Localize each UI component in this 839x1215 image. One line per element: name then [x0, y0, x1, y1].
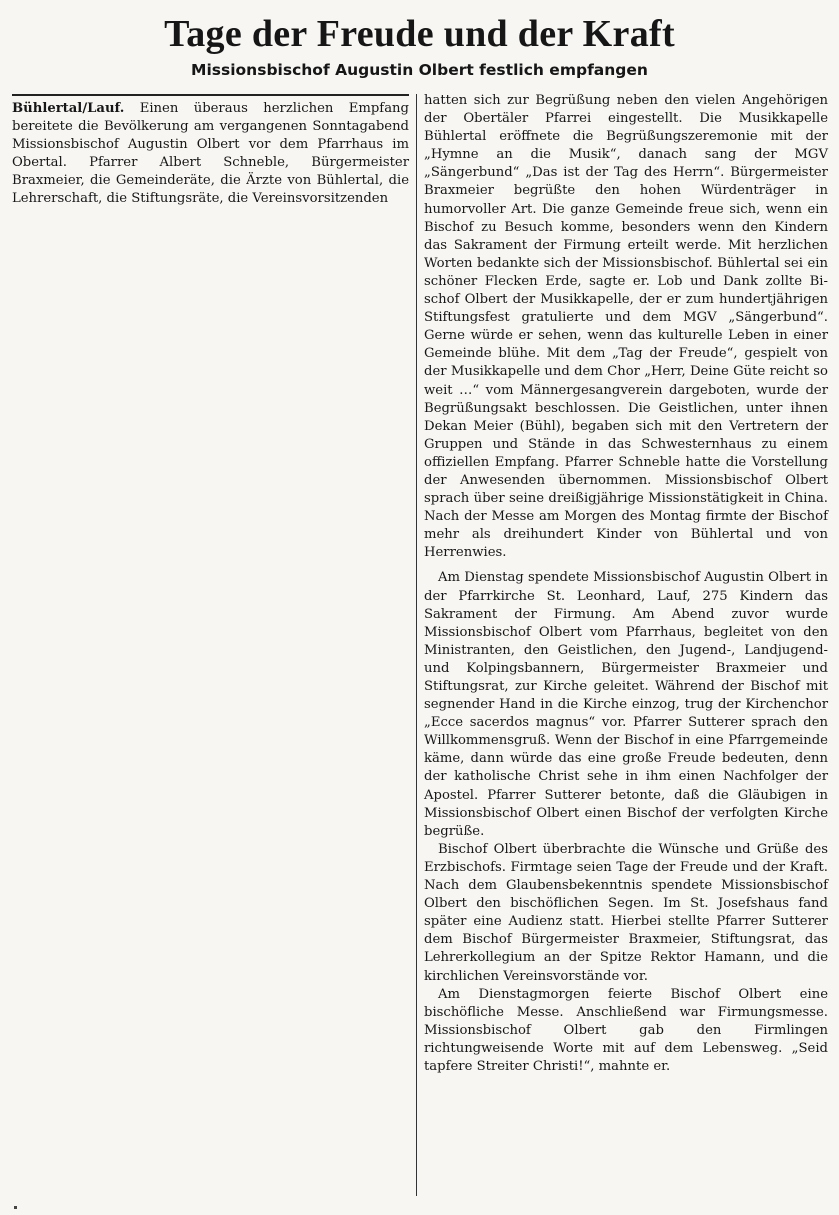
article-column-left	[12, 94, 409, 209]
article-paragraph-1: hatten sich zur Begrüßung neben den vielen Angehörigen der Obertäler Pfarrei eingestellt. Die Musikkapelle Bühlertal eröffnete die Begrüßungszeremonie mit der „Hymne an die Musik“, danach sang der MGV „Sängerbund“ „Das ist der Tag des Herrn“. Bürgermeister Braxmeier begrüßte den hohen Würdenträger in humorvoller Art. Die ganze Gemeinde freue sich, wenn ein Bischof zu Besuch komme, besonders wenn den Kindern das Sakrament der Firmung erteilt werde. Mit herzlichen Worten bedankte sich der Missionsbischof. Bühlertal sei ein schöner Flecken Erde, sagte er. Lob und Dank zollte Bischof Olbert der Musikkapelle, der er zum hundertjährigen Stiftungsfest gratulierte und dem MGV „Sängerbund“. Gerne würde er sehen, wenn das kulturelle Leben in einer Gemeinde blühe. Mit dem „Tag der Freude“, gespielt von der Musikkapelle und dem Chor „Herr, Deine Güte reicht so weit …“ vom Männergesangverein dargeboten, wurde der Begrüßungsakt beschlossen. Die Geistlichen, unter ihnen Dekan Meier (Bühl), begaben sich mit den Vertretern der Gruppen und Stände in das Schwesternhaus zu einem offiziellen Empfang. Pfarrer Schneble hatte die Vorstellung der Anwesenden übernommen. Missionsbischof Olbert sprach über seine dreißigjährige Missionstätigkeit in China. Nach der Messe am Morgen des Montag firmte der Bischof mehr als dreihundert Kinder von Bühlertal und von Herrenwies.	[424, 93, 828, 561]
print-speck	[14, 1206, 17, 1209]
column-divider	[416, 94, 417, 1196]
article-paragraph-3: Bischof Olbert überbrachte die Wünsche und Grüße des Erzbischofs. Firmtage seien Tage der Freude und der Kraft. Nach dem Glaubensbekenntnis spendete Missionsbischof Olbert den bischöflichen Segen. Im St. Josefshaus fand später eine Audienz statt. Hierbei stellte Pfarrer Sutterer dem Bischof Bürgermeister Braxmeier, Stiftungsrat, das Lehrerkollegium an der Spitze Rektor Hamann, und die kirchlichen Vereinsvorstände vor.	[424, 841, 828, 984]
article-lead-paragraph	[12, 100, 409, 209]
subheadline: Missionsbischof Augustin Olbert festlich empfangen	[191, 61, 648, 79]
headline: Tage der Freude und der Kraft	[164, 13, 675, 55]
article-column-right	[424, 92, 828, 1076]
lead-text: Einen überaus herzlichen Empfang bereitete die Bevölkerung am vergangenen Sonntagabend Missionsbischof Augustin Olbert vor dem Pfarrhaus im Obertal. Pfarrer Albert Schneble, Bürgermeister Braxmeier, die Gemeinderäte, die Ärzte von Bühlertal, die Lehrerschaft, die Stiftungsräte, die Vereinsvorsitzenden	[12, 101, 409, 207]
article-paragraph-2: Am Dienstag spendete Missionsbischof Augustin Olbert in der Pfarrkirche St. Leonhard, Lauf, 275 Kindern das Sakrament der Firmung. Am Abend zuvor wurde Missionsbischof Olbert vom Pfarrhaus, begleitet von den Ministranten, den Geistlichen, den Jugend-, Landjugend- und Kolpingsbannern, Bürgermeister Braxmeier und Stiftungsrat, zur Kirche geleitet. Während der Bischof mit segnender Hand in die Kirche einzog, trug der Kirchenchor „Ecce sacerdos magnus“ vor. Pfarrer Sutterer sprach den Willkommensgruß. Wenn der Bischof in eine Pfarrgemeinde käme, dann würde das eine große Freude bedeuten, denn der katholische Christ sehe in ihm einen Nachfolger der Apostel. Pfarrer Sutterer betonte, daß die Gläubigen in Missionsbischof Olbert einen Bischof der verfolgten Kirche begrüße.	[424, 570, 828, 839]
article-paragraph-4: Am Dienstagmorgen feierte Bischof Olbert eine bischöfliche Messe. Anschließend war Firmungsmesse. Missionsbischof Olbert gab den Firmlingen richtungweisende Worte mit auf dem Lebensweg. „Seid tapfere Streiter Christi!“, mahnte er.	[424, 986, 828, 1074]
dateline: Bühlertal/Lauf.	[12, 101, 125, 116]
